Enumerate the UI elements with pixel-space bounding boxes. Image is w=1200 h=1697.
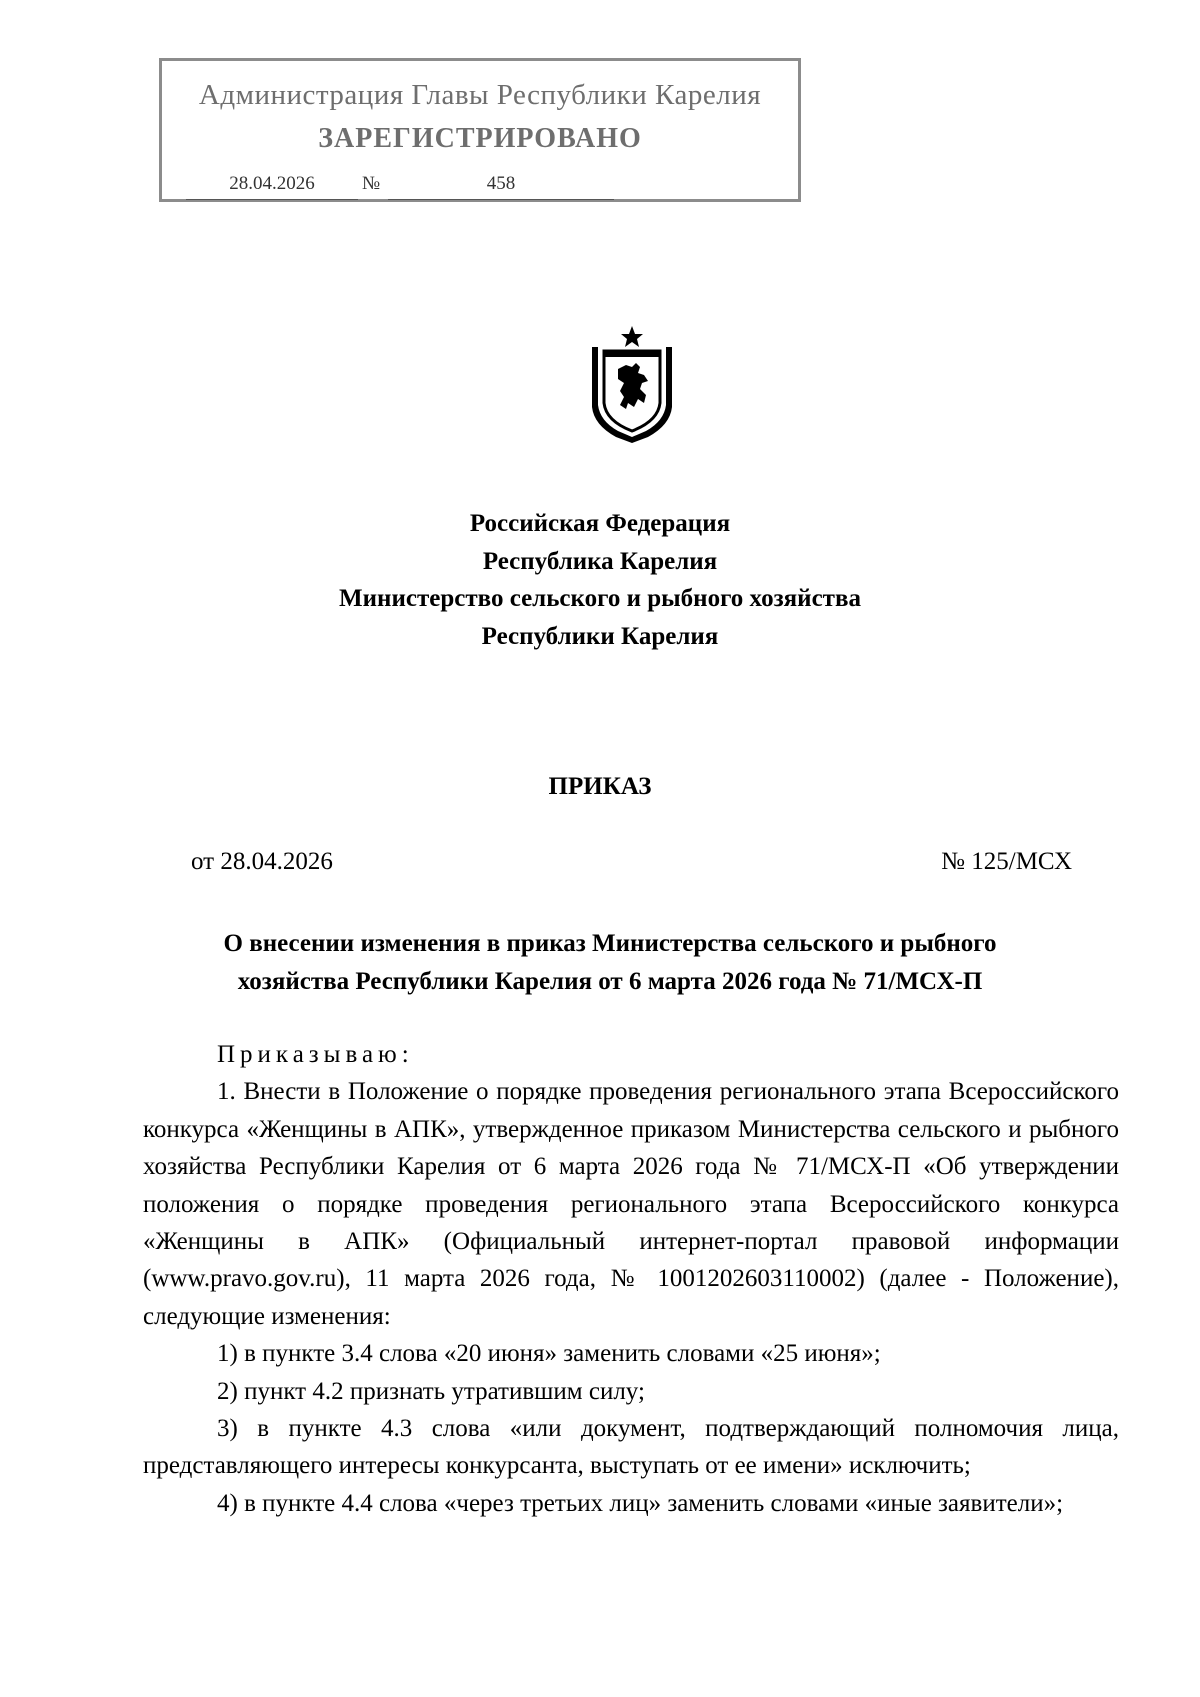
change-item-4: 4) в пункте 4.4 слова «через третьих лиц» заменить словами «иные заявители»; <box>217 1489 1064 1517</box>
document-date: от 28.04.2026 <box>191 848 333 875</box>
stamp-number-sign: № <box>362 173 381 194</box>
header-country: Российская Федерация <box>469 510 731 537</box>
document-subject <box>140 925 1080 1001</box>
header-ministry-region: Республики Карелия <box>481 622 719 650</box>
header-ministry: Министерство сельского и рыбного хозяйства <box>339 585 861 612</box>
change-item-2: 2) пункт 4.2 признать утратившим силу; <box>217 1377 645 1405</box>
header-republic: Республика Карелия <box>482 547 718 575</box>
change-item-3: 3) в пункте 4.3 слова «или документ, подтверждающий полномочия лица, представляющего интересы конкурсанта, выступать от ее имени» исключить; <box>143 1415 1119 1480</box>
document-header <box>0 505 1200 655</box>
subject-line-1: О внесении изменения в приказ Министерства сельского и рыбного <box>223 930 997 957</box>
stamp-date: 28.04.2026 <box>186 173 358 200</box>
stamp-registered-label: ЗАРЕГИСТРИРОВАНО <box>318 123 642 154</box>
document-body <box>143 1036 1119 1522</box>
subject-line-2: хозяйства Республики Карелия от 6 марта 2026 года № 71/МСХ-П <box>237 968 983 995</box>
document-type: ПРИКАЗ <box>548 773 652 800</box>
stamp-organization: Администрация Главы Республики Карелия <box>198 79 762 111</box>
document-number: № 125/МСХ <box>941 848 1072 875</box>
paragraph-1: 1. Внести в Положение о порядке проведения регионального этапа Всероссийского конкурса «Женщины в АПК», утвержденное приказом Министерства сельского и рыбного хозяйства Республики Карелия от 6 марта 2026 года № 71/МСХ-П «Об утверждении положения о порядке проведения регионального этапа Всероссийского конкурса «Женщины в АПК» (Официальный интернет-портал правовой информации (www.pravo.gov.ru), 11 марта 2026 года, № 1001202603110002) (далее - Положение), следующие изменения: <box>143 1078 1119 1330</box>
karelia-coat-of-arms-icon <box>586 325 678 443</box>
registration-stamp <box>159 58 801 202</box>
stamp-number: 458 <box>388 173 614 200</box>
order-word: Приказываю: <box>217 1041 414 1068</box>
change-item-1: 1) в пункте 3.4 слова «20 июня» заменить словами «25 июня»; <box>217 1340 881 1368</box>
